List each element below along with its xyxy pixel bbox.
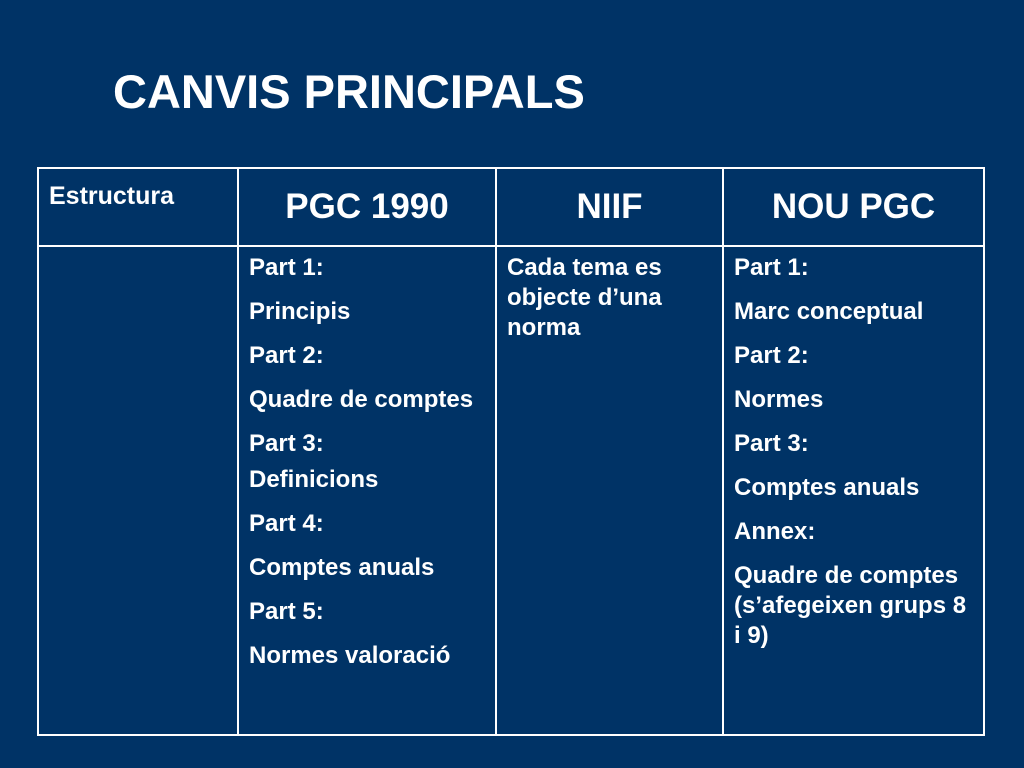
pgc1990-part5-value: Normes valoració [249,642,451,669]
pgc1990-part1-value: Principis [249,298,351,325]
niif-text: Cada tema es objecte d’una norma [507,254,662,341]
cell-niif [496,246,723,735]
pgc1990-part2-value: Quadre de comptes [249,386,474,413]
table-header-row [38,168,984,246]
noupgc-part2-label: Part 2: [734,342,809,369]
header-nou-pgc: NOU PGC [723,168,984,246]
header-niif: NIIF [496,168,723,246]
pgc1990-part2-label: Part 2: [249,342,324,369]
noupgc-part3-value: Comptes anuals [734,474,920,501]
pgc1990-part5-label: Part 5: [249,598,324,625]
cell-nou-pgc [723,246,984,735]
pgc1990-part4-label: Part 4: [249,510,324,537]
noupgc-part2-value: Normes [734,386,824,413]
pgc1990-part3-value: Definicions [249,466,379,493]
noupgc-part1-label: Part 1: [734,254,809,281]
pgc1990-part4-value: Comptes anuals [249,554,435,581]
noupgc-annex-value: Quadre de comptes (s’afegeixen grups 8 i 9) [734,562,967,649]
cell-pgc-1990 [238,246,496,735]
header-estructura: Estructura [38,168,238,246]
noupgc-annex-label: Annex: [734,518,816,545]
header-pgc-1990: PGC 1990 [238,168,496,246]
table-body-row [38,246,984,735]
comparison-table [37,167,985,736]
cell-estructura-empty [38,246,238,735]
pgc1990-part3-label: Part 3: [249,430,324,457]
pgc1990-part1-label: Part 1: [249,254,324,281]
noupgc-part3-label: Part 3: [734,430,809,457]
slide-title: CANVIS PRINCIPALS [113,65,585,118]
noupgc-part1-value: Marc conceptual [734,298,924,325]
